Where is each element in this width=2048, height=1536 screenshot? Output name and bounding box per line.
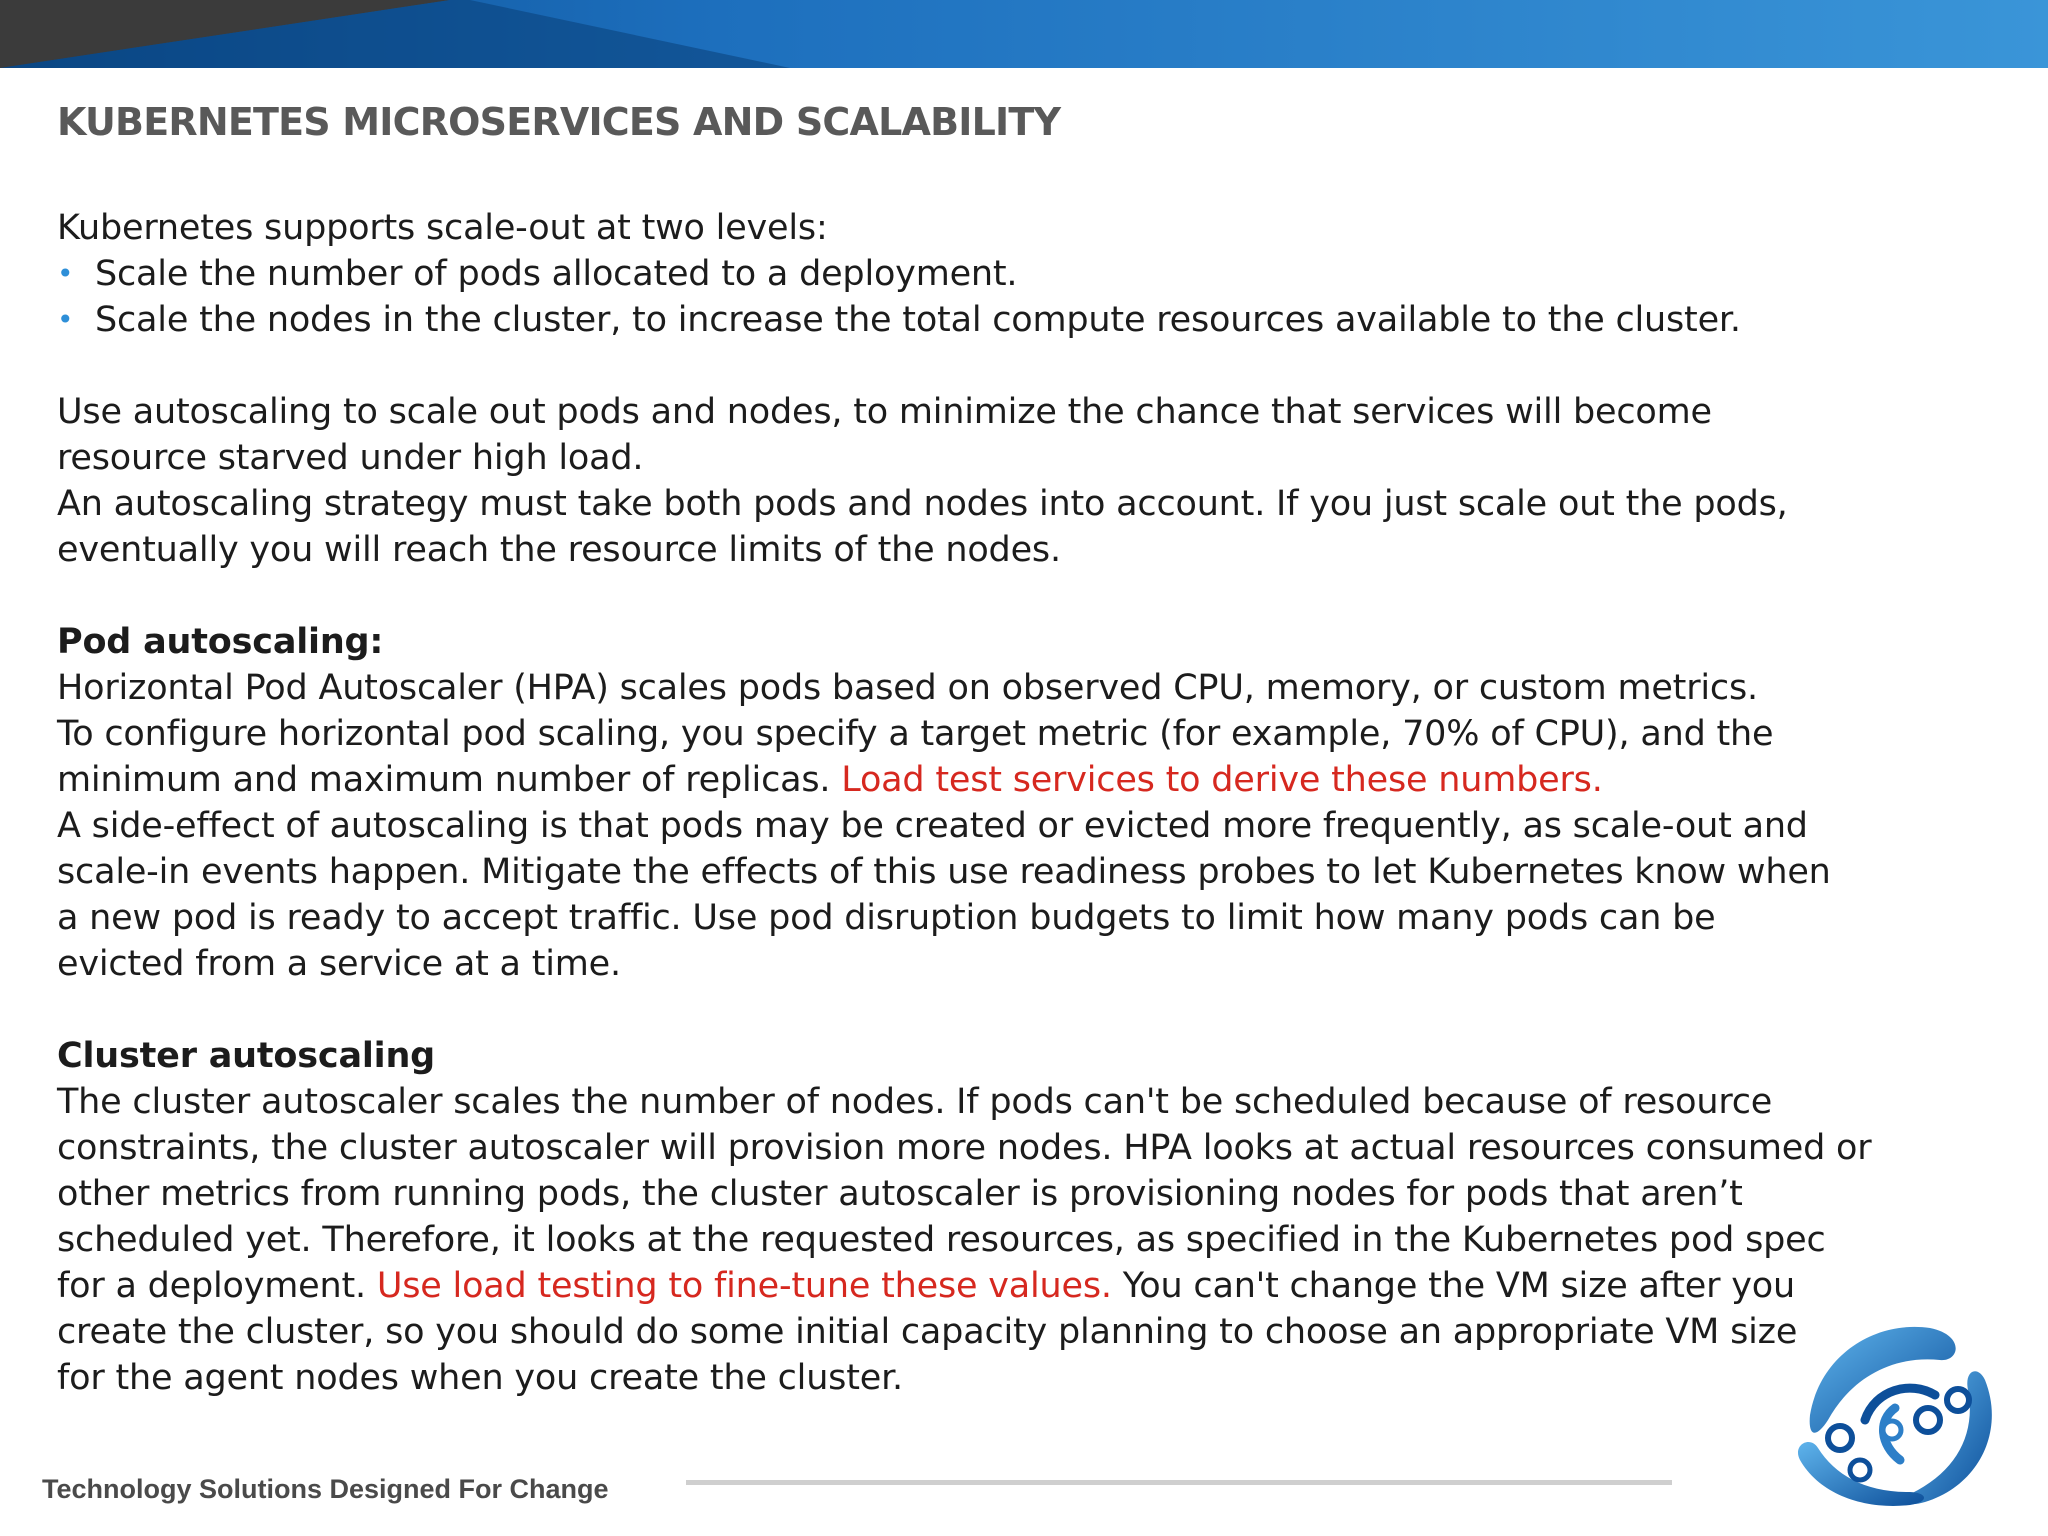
paragraph-line: eventually you will reach the resource limits of the nodes. xyxy=(57,530,1061,570)
slide-title: KUBERNETES MICROSERVICES AND SCALABILITY xyxy=(57,100,1061,144)
bullet-dot-icon: • xyxy=(57,303,74,336)
paragraph-line xyxy=(57,1263,2007,1309)
spacer xyxy=(57,573,2007,619)
paragraph-line: Use autoscaling to scale out pods and nodes, to minimize the chance that services will become xyxy=(57,392,1712,432)
slide-body xyxy=(57,205,2007,1401)
spacer xyxy=(57,343,2007,389)
paragraph-line: for the agent nodes when you create the cluster. xyxy=(57,1358,903,1398)
footer-tagline: Technology Solutions Designed For Change xyxy=(42,1474,609,1504)
paragraph-line: scale-in events happen. Mitigate the effects of this use readiness probes to let Kubernetes know when xyxy=(57,852,1831,892)
paragraph-line: Horizontal Pod Autoscaler (HPA) scales pods based on observed CPU, memory, or custom metrics. xyxy=(57,668,1758,708)
bullet-item xyxy=(57,251,2007,297)
paragraph-line: evicted from a service at a time. xyxy=(57,944,621,984)
bullet-text: Scale the number of pods allocated to a deployment. xyxy=(95,254,1018,294)
bullet-dot-icon: • xyxy=(57,257,74,290)
bullet-text: Scale the nodes in the cluster, to increase the total compute resources available to the cluster. xyxy=(95,300,1741,340)
paragraph-text: You can't change the VM size after you xyxy=(1111,1266,1795,1306)
intro-text: Kubernetes supports scale-out at two levels: xyxy=(57,208,828,248)
paragraph-line: constraints, the cluster autoscaler will provision more nodes. HPA looks at actual resources consumed or xyxy=(57,1128,1872,1168)
top-banner xyxy=(0,0,2048,68)
paragraph-text: minimum and maximum number of replicas. xyxy=(57,760,842,800)
paragraph-line: a new pod is ready to accept traffic. Use pod disruption budgets to limit how many pods can be xyxy=(57,898,1716,938)
paragraph-line: scheduled yet. Therefore, it looks at the requested resources, as specified in the Kubernetes pod spec xyxy=(57,1220,1826,1260)
paragraph-line xyxy=(57,757,2007,803)
pod-autoscaling-heading: Pod autoscaling: xyxy=(57,622,384,662)
paragraph-line: To configure horizontal pod scaling, you specify a target metric (for example, 70% of CPU), and the xyxy=(57,714,1774,754)
paragraph-line: The cluster autoscaler scales the number of nodes. If pods can't be scheduled because of resource xyxy=(57,1082,1773,1122)
paragraph-line: An autoscaling strategy must take both pods and nodes into account. If you just scale out the pods, xyxy=(57,484,1788,524)
footer-divider xyxy=(686,1480,1672,1485)
paragraph-text: for a deployment. xyxy=(57,1266,377,1306)
spacer xyxy=(57,987,2007,1033)
highlight-text: Load test services to derive these numbers. xyxy=(841,760,1603,800)
paragraph-line: create the cluster, so you should do some initial capacity planning to choose an appropriate VM size xyxy=(57,1312,1798,1352)
highlight-text: Use load testing to fine-tune these values. xyxy=(376,1266,1112,1306)
paragraph-line: other metrics from running pods, the cluster autoscaler is provisioning nodes for pods that aren’t xyxy=(57,1174,1743,1214)
cluster-autoscaling-heading: Cluster autoscaling xyxy=(57,1036,436,1076)
paragraph-line: resource starved under high load. xyxy=(57,438,644,478)
bullet-item xyxy=(57,297,2007,343)
company-logo-icon xyxy=(1780,1320,2000,1510)
paragraph-line: A side-effect of autoscaling is that pods may be created or evicted more frequently, as scale-out and xyxy=(57,806,1808,846)
